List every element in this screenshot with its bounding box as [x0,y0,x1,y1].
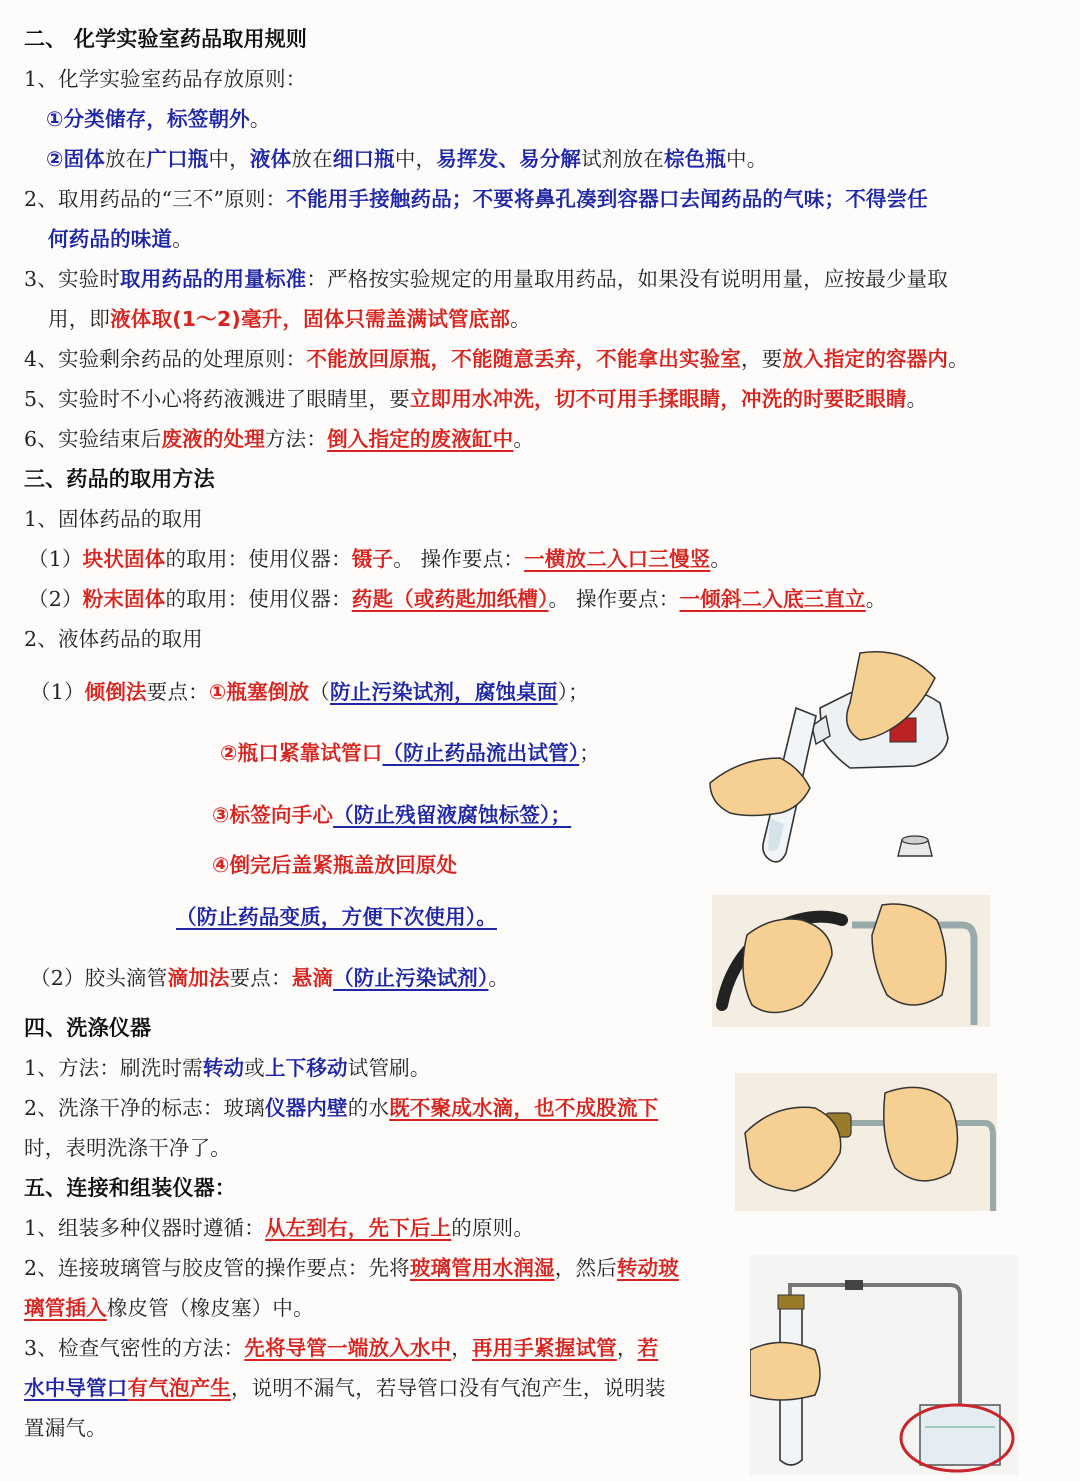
text-span: 棕色瓶 [663,147,727,171]
text-span: （防止污染试剂） [333,966,489,990]
text-span: ② [46,147,64,171]
text-span: 细口瓶 [332,147,395,171]
text-span: 易挥发、易分解 [436,147,582,171]
text-span: 一倾斜二入底三直立 [679,587,866,611]
text-span: 2、连接玻璃管与胶皮管的操作要点：先将 [24,1256,410,1280]
text-span: 转动玻 [616,1256,679,1280]
bottle-stopper [898,836,932,856]
text-span: 方法： [264,427,328,451]
text-span: 不能放回原瓶，不能随意丢弃，不能拿出实验室 [306,347,742,371]
text-span: 废液的处理 [161,427,265,451]
text-span: 。 [172,227,193,251]
text-span: 。 [948,347,969,371]
s4-item-2-cont: 时，表明洗涤干净了。 [24,1136,231,1160]
s2-item-1a [46,104,271,134]
s3-pour-2 [220,738,600,768]
s5-item-3 [24,1333,658,1363]
s3-pour-4: ④倒完后盖紧瓶盖放回原处 [212,853,458,877]
s2-item-3-cont [48,304,531,334]
s5-item-3-cont2: 置漏气。 [24,1416,107,1440]
text-span: 放在 [104,147,147,171]
s3-pour-1 [30,677,589,707]
text-span: 既不聚成水滴，也不成股流下 [389,1096,659,1120]
text-span: 放入指定的容器内 [782,347,949,371]
text-span: 上下移动 [264,1056,348,1080]
text-span: 。 [488,966,510,990]
text-span: ，要 [741,347,783,371]
text-span: ； [579,741,600,765]
s2-item-2-cont [48,224,193,254]
text-span: 液体 [249,147,292,171]
text-span: 的取用：使用仪器： [165,547,352,571]
section-3-title: 三、药品的取用方法 [24,467,215,491]
text-span: （防止药品流出试管） [382,741,580,765]
text-span: 何药品的味道 [48,227,173,251]
text-span: 3、检查气密性的方法： [24,1336,245,1360]
s2-item-3 [24,264,948,294]
text-span: 。 [906,387,928,411]
text-span: 液体取(1～2)毫升，固体只需盖满试管底部 [110,307,511,331]
text-span: 或 [244,1056,265,1080]
text-span: （2） [28,587,83,611]
text-span: 从左到右，先下后上 [264,1216,452,1240]
text-span: 。 [510,307,531,331]
text-span: 立即用水冲洗，切不可用手揉眼睛，冲洗的时要眨眼睛 [409,387,907,411]
text-span: 3、实验时 [24,267,121,291]
text-span: 中， [208,147,250,171]
s3-dropper [30,963,509,993]
airtightness-check-illustration [750,1255,1018,1475]
text-span: 橡皮管（橡皮塞）中。 [106,1296,314,1320]
text-span: 。 [513,427,535,451]
text-span: 的原则。 [451,1216,535,1240]
hand-right [884,1087,958,1181]
text-span: 。 [710,547,732,571]
text-span: ②瓶口紧靠试管口 [220,741,383,765]
text-span: 1、组装多种仪器时遵循： [24,1216,265,1240]
s3-item-1b [28,584,886,614]
text-span: 6、实验结束后 [24,427,162,451]
text-span: 4、实验剩余药品的处理原则： [24,347,307,371]
s5-item-1 [24,1213,534,1243]
text-span: 中， [394,147,437,171]
section-2-title: 二、 化学实验室药品取用规则 [24,27,308,51]
s3-item-1: 1、固体药品的取用 [24,507,203,531]
s5-item-3-cont [24,1373,666,1403]
text-span: （防止残留液腐蚀标签）； [333,803,572,827]
text-span: 悬滴 [291,966,334,990]
section-4-title: 四、洗涤仪器 [24,1016,152,1040]
s5-item-2 [24,1253,679,1283]
text-span: ， [451,1336,472,1360]
tube-washing-illustration [735,1073,997,1211]
s2-item-1b [46,144,767,174]
text-span: 中。 [726,147,768,171]
text-span: 取用药品的用量标准 [120,267,307,291]
text-span: 要点： [229,966,292,990]
text-span: 防止污染试剂，腐蚀桌面 [329,680,558,704]
s3-item-2: 2、液体药品的取用 [24,627,203,651]
s2-item-2 [24,184,928,214]
s3-pour-5: （防止药品变质，方便下次使用）。 [176,905,497,929]
text-span: 先将导管一端放入水中 [244,1336,452,1360]
beaker [920,1405,1000,1465]
s3-pour-3 [212,800,571,830]
text-span: 。 操作要点： [393,547,525,571]
text-span: 5、实验时不小心将药液溅进了眼睛里，要 [24,387,410,411]
text-span: ）； [557,680,589,704]
s2-item-4 [24,344,969,374]
text-span: 要点： [146,680,209,704]
text-span: ，然后 [554,1256,617,1280]
text-span: ①瓶塞倒放 [208,680,310,704]
text-span: 不能用手接触药品；不要将鼻孔凑到容器口去闻药品的气味；不得尝任 [286,187,929,211]
text-span: 倾倒法 [84,680,147,704]
hand [750,1343,820,1401]
s5-item-2-cont [24,1293,314,1323]
section-5-title: 五、连接和组装仪器： [24,1176,236,1200]
text-span: 再用手紧握试管 [471,1336,617,1360]
text-span: 粉末固体 [82,587,166,611]
text-span: 固体 [63,147,105,171]
text-span: 药匙（或药匙加纸槽） [351,587,549,611]
text-span: （2）胶头滴管 [30,966,168,990]
text-span: 试管刷。 [347,1056,431,1080]
text-span: ， [616,1336,638,1360]
text-span: 。 [249,107,271,131]
text-span: （1） [30,680,85,704]
text-span: 1、方法：刷洗时需 [24,1056,203,1080]
text-span: 2、取用药品的“三不”原则： [24,187,287,211]
s2-item-6 [24,424,534,454]
text-span: 用，即 [48,307,111,331]
text-span: （1） [28,547,83,571]
text-span: 水中导管口 [24,1376,128,1400]
s2-item-5 [24,384,927,414]
text-span: 块状固体 [82,547,166,571]
s3-item-1a [28,544,731,574]
pouring-illustration [700,648,960,870]
tube-joint [845,1280,863,1290]
text-span: （ [309,680,330,704]
text-span: 若 [637,1336,659,1360]
text-span: 的水 [347,1096,390,1120]
text-span: 广口瓶 [146,147,209,171]
text-span: ，说明不漏气，若导管口没有气泡产生，说明装 [231,1376,666,1400]
text-span: 。 [865,587,887,611]
text-span: 倒入指定的废液缸中 [327,427,514,451]
text-span: 。 操作要点： [548,587,680,611]
text-span: 璃管插入 [24,1296,107,1320]
text-span: ③标签向手心 [212,803,334,827]
text-span: 滴加法 [167,966,230,990]
s4-item-1 [24,1053,431,1083]
text-span: 一横放二入口三慢竖 [524,547,711,571]
text-span: 试剂放在 [581,147,664,171]
text-span: 有气泡产生 [127,1376,231,1400]
text-span: 2、洗涤干净的标志：玻璃 [24,1096,265,1120]
s2-item-1: 1、化学实验室药品存放原则： [24,67,307,91]
text-span: 转动 [202,1056,245,1080]
s4-item-2 [24,1093,658,1123]
text-span: 的取用：使用仪器： [165,587,352,611]
stopper [778,1295,804,1309]
text-span: 玻璃管用水润湿 [409,1256,555,1280]
text-span: 放在 [291,147,333,171]
text-span: ①分类储存，标签朝外 [46,107,250,131]
text-span: 仪器内壁 [264,1096,348,1120]
text-span: 镊子 [351,547,394,571]
text-span: ：严格按实验规定的用量取用药品，如果没有说明用量，应按最少量取 [306,267,949,291]
tube-connection-illustration [712,895,990,1027]
